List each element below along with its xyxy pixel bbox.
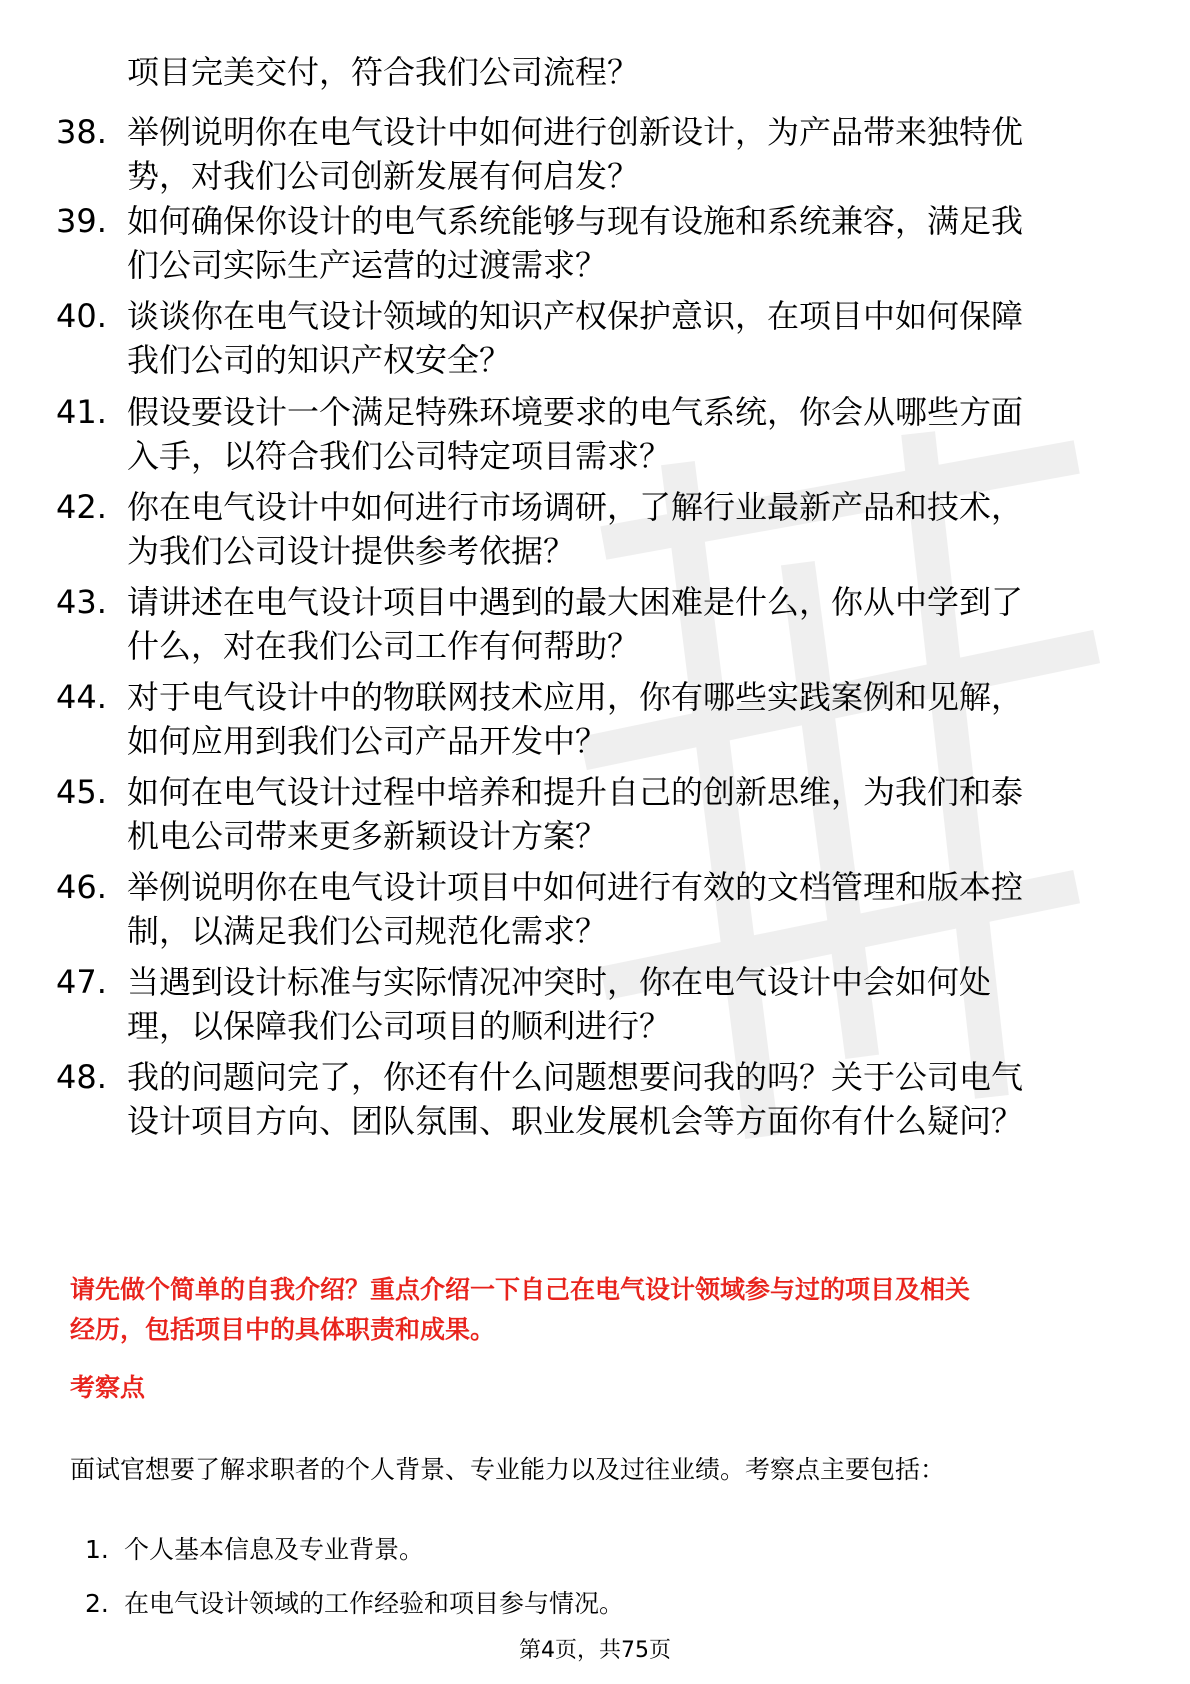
question-text: 对于电气设计中的物联网技术应用，你有哪些实践案例和见解， 如何应用到我们公司产品开发中？ [127,678,1024,760]
question-text: 举例说明你在电气设计中如何进行创新设计，为产品带来独特优 势，对我们公司创新发展有何启发？ [127,113,1024,195]
question-text: 请讲述在电气设计项目中遇到的最大困难是什么，你从中学到了 什么，对在我们公司工作有何帮助？ [127,583,1024,665]
question-text: 我的问题问完了，你还有什么问题想要问我的吗？关于公司电气 设计项目方向、团队氛围、职业发展机会等方面你有什么疑问？ [127,1058,1024,1140]
question-text: 如何确保你设计的电气系统能够与现有设施和系统兼容，满足我 们公司实际生产运营的过渡需求？ [127,202,1024,284]
question-number: 41. [56,393,107,431]
question-heading: 请先做个简单的自我介绍？重点介绍一下自己在电气设计领域参与过的项目及相关 经历，包括项目中的具体职责和成果。 [70,1275,971,1344]
section-title: 考察点 [70,1373,146,1402]
question-number: 43. [56,583,107,621]
question-text: 谈谈你在电气设计领域的知识产权保护意识，在项目中如何保障 我们公司的知识产权安全？ [127,297,1024,379]
intro-paragraph: 面试官想要了解求职者的个人背景、专业能力以及过往业绩。考察点主要包括： [70,1455,946,1484]
question-number: 45. [56,773,107,811]
continuation-text: 项目完美交付，符合我们公司流程？ [127,53,640,91]
question-number: 39. [56,202,107,240]
question-text: 你在电气设计中如何进行市场调研，了解行业最新产品和技术， 为我们公司设计提供参考依据？ [127,488,1024,570]
list-item-text: 个人基本信息及专业背景。 [124,1535,425,1564]
question-number: 42. [56,488,107,526]
page-footer: 第4页，共75页 [519,1638,671,1663]
question-number: 44. [56,678,107,716]
question-text: 当遇到设计标准与实际情况冲突时，你在电气设计中会如何处 理，以保障我们公司项目的顺利进行？ [127,963,992,1045]
question-text: 假设要设计一个满足特殊环境要求的电气系统，你会从哪些方面 入手，以符合我们公司特定项目需求？ [127,393,1024,475]
question-number: 48. [56,1058,107,1096]
question-number: 46. [56,868,107,906]
question-number: 38. [56,113,107,151]
question-text: 举例说明你在电气设计项目中如何进行有效的文档管理和版本控 制，以满足我们公司规范化需求？ [127,868,1024,950]
list-item-text: 在电气设计领域的工作经验和项目参与情况。 [124,1589,625,1618]
question-number: 40. [56,297,107,335]
list-item-number: 2. [85,1589,109,1618]
question-text: 如何在电气设计过程中培养和提升自己的创新思维，为我们和泰 机电公司带来更多新颖设计方案？ [127,773,1024,855]
question-number: 47. [56,963,107,1001]
list-item-number: 1. [85,1535,109,1564]
